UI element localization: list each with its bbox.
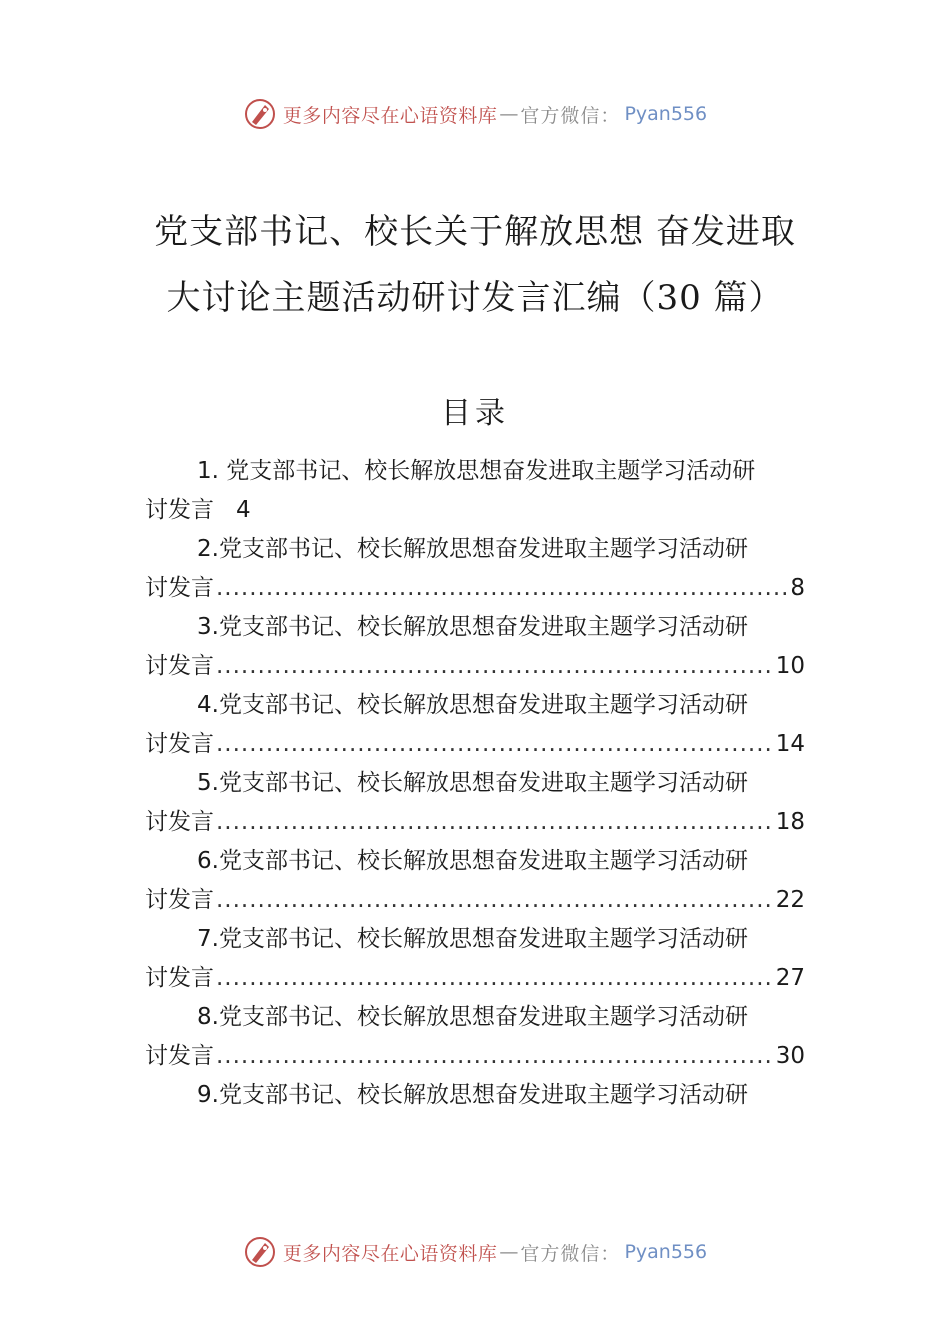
toc-entry-1-title-end: 讨发言: [145, 497, 214, 523]
toc-entry-4-title[interactable]: 4.党支部书记、校长解放思想奋发进取主题学习活动研: [197, 692, 748, 718]
toc-entry-5-title[interactable]: 5.党支部书记、校长解放思想奋发进取主题学习活动研: [197, 770, 748, 796]
toc-leader-dots: [216, 803, 774, 842]
toc-entry-2-page: 8: [790, 575, 805, 601]
toc-entry-4-continuation[interactable]: [145, 725, 805, 764]
toc-entry-3-page: 10: [775, 653, 805, 679]
watermark-official-label: 官方微信：: [520, 104, 621, 127]
toc-entry-6-title[interactable]: 6.党支部书记、校长解放思想奋发进取主题学习活动研: [197, 848, 748, 874]
toc-entry-7-continuation[interactable]: [145, 959, 805, 998]
toc-entry-6-page: 22: [775, 887, 805, 913]
toc-entry-6-title-end: 讨发言: [145, 887, 214, 913]
watermark-text: 更多内容尽在心语资料库: [282, 104, 498, 127]
table-of-contents: [145, 452, 805, 1115]
watermark-dash: —: [499, 1241, 519, 1263]
toc-entry-2-title[interactable]: 2.党支部书记、校长解放思想奋发进取主题学习活动研: [197, 536, 748, 562]
toc-leader-dots: [216, 725, 774, 764]
toc-entry-7-title[interactable]: 7.党支部书记、校长解放思想奋发进取主题学习活动研: [197, 926, 748, 952]
toc-entry-3-title[interactable]: 3.党支部书记、校长解放思想奋发进取主题学习活动研: [197, 614, 748, 640]
toc-entry-7-page: 27: [775, 965, 805, 991]
toc-leader-dots: [216, 959, 774, 998]
toc-entry-5-title-end: 讨发言: [145, 809, 214, 835]
toc-entry-8-title[interactable]: 8.党支部书记、校长解放思想奋发进取主题学习活动研: [197, 1004, 748, 1030]
watermark-wechat-id: Pyan556: [624, 1241, 708, 1263]
watermark-wechat-id: Pyan556: [624, 103, 708, 125]
toc-entry-3-continuation[interactable]: [145, 647, 805, 686]
toc-entry-3-title-end: 讨发言: [145, 653, 214, 679]
watermark-text: 更多内容尽在心语资料库: [282, 1242, 498, 1265]
toc-entry-2-title-end: 讨发言: [145, 575, 214, 601]
toc-leader-dots: [216, 647, 774, 686]
toc-entry-1-page: 4: [236, 497, 251, 523]
pen-nib-logo-icon: [243, 1235, 277, 1269]
footer-watermark: [0, 1232, 950, 1272]
toc-entry-5-continuation[interactable]: [145, 803, 805, 842]
toc-entry-4-page: 14: [775, 731, 805, 757]
header-watermark: [0, 94, 950, 134]
toc-leader-dots: [216, 881, 774, 920]
toc-entry-1-title[interactable]: 1. 党支部书记、校长解放思想奋发进取主题学习活动研: [197, 458, 756, 484]
toc-entry-9-title[interactable]: 9.党支部书记、校长解放思想奋发进取主题学习活动研: [197, 1082, 748, 1108]
watermark-official-label: 官方微信：: [520, 1242, 621, 1265]
toc-entry-2-continuation[interactable]: [145, 569, 805, 608]
document-title-line-1: 党支部书记、校长关于解放思想 奋发进取: [154, 212, 796, 252]
toc-entry-1-continuation[interactable]: [145, 491, 805, 530]
toc-entry-8-page: 30: [775, 1043, 805, 1069]
toc-entry-8-title-end: 讨发言: [145, 1043, 214, 1069]
toc-entry-5-page: 18: [775, 809, 805, 835]
toc-entry-8-continuation[interactable]: [145, 1037, 805, 1076]
document-title-line-2: 大讨论主题活动研讨发言汇编（30 篇）: [166, 278, 784, 318]
toc-heading: 目录: [441, 396, 509, 431]
watermark-dash: —: [499, 103, 519, 125]
pen-nib-logo-icon: [243, 97, 277, 131]
toc-entry-7-title-end: 讨发言: [145, 965, 214, 991]
toc-leader-dots: [216, 1037, 774, 1076]
toc-leader-dots: [216, 569, 788, 608]
toc-entry-4-title-end: 讨发言: [145, 731, 214, 757]
toc-entry-6-continuation[interactable]: [145, 881, 805, 920]
